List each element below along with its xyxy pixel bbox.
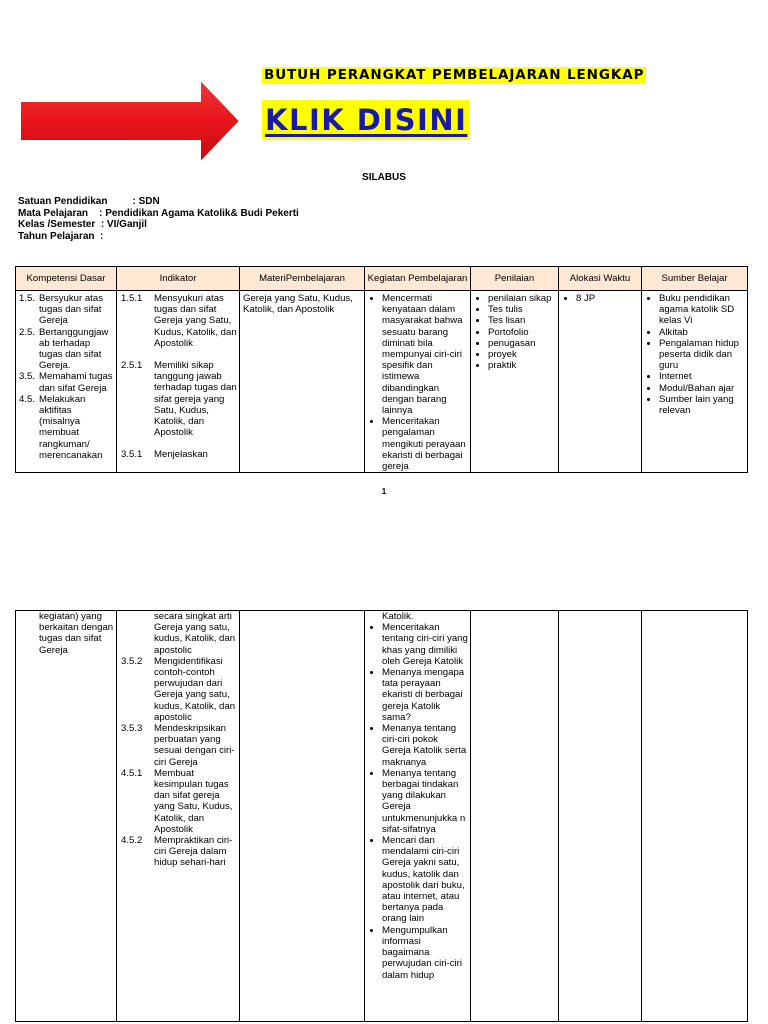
list-item xyxy=(121,656,237,723)
header-materi: MateriPembelajaran xyxy=(240,267,365,291)
list-item: • Buku pendidikan agama katolik SD kelas Vi xyxy=(659,293,745,327)
list-item: • Sumber lain yang relevan xyxy=(659,394,745,416)
list-item xyxy=(121,835,237,869)
header-sumber-belajar: Sumber Belajar xyxy=(642,267,748,291)
list-item xyxy=(121,449,237,460)
ind-number: 3.5.1 xyxy=(121,449,143,461)
kd-number: 3.5. xyxy=(19,371,36,383)
list-item xyxy=(19,371,114,393)
list-item: • Mengumpulkan informasi bagaimana perwujudan ciri-ciri dalam hidup xyxy=(382,925,468,981)
list-item xyxy=(121,360,237,438)
cell-alokasi-waktu xyxy=(559,611,642,1022)
ind-text: Memiliki sikap tanggung jawab terhadap tugas dan sifat gereja yang Satu, Kudus, Katolik, dan Apostolik xyxy=(154,360,237,439)
list-item: • Menanya tentang ciri-ciri pokok Gereja Katolik serta maknanya xyxy=(382,723,468,768)
header-kegiatan: Kegiatan Pembelajaran xyxy=(365,267,471,291)
list-item: • Portofolio xyxy=(488,327,556,338)
meta-mata-pelajaran: Mata Pelajaran : Pendidikan Agama Katolik& Budi Pekerti xyxy=(18,207,299,219)
syllabus-table-page-1 xyxy=(15,266,748,473)
materi-text: Gereja yang Satu, Kudus, Katolik, dan Apostolik xyxy=(243,293,353,316)
list-item: • Pengalaman hidup peserta didik dan guru xyxy=(659,338,745,372)
promo-headline: BUTUH PERANGKAT PEMBELAJARAN LENGKAP xyxy=(264,67,645,83)
cell-sumber-belajar xyxy=(642,291,748,473)
ind-number: 1.5.1 xyxy=(121,293,143,304)
list-item: • Tes tulis xyxy=(488,304,556,315)
document-title: SILABUS xyxy=(362,172,406,183)
ind-text: Membuat kesimpulan tugas dan sifat gereja yang Satu, Kudus, Katolik, dan Apostolik xyxy=(154,767,233,835)
list-item: • 8 JP xyxy=(576,293,639,304)
list-item: • penilaian sikap xyxy=(488,293,556,304)
list-item xyxy=(19,327,114,372)
kd-text: Melakukan aktifitas (misalnya membuat rangkuman/ merencanakan xyxy=(39,393,103,461)
syllabus-table-page-2 xyxy=(15,610,748,1022)
ind-text: Mensyukuri atas tugas dan sifat Gereja yang Satu, Kudus, Katolik, dan Apostolik xyxy=(154,293,237,349)
ind-text: Menjelaskan xyxy=(154,449,208,461)
list-item: • Internet xyxy=(659,371,745,382)
page-number: 1 xyxy=(381,487,387,496)
table-header-row xyxy=(16,267,748,291)
kd-continuation: kegiatan) yang berkaitan dengan tugas dan sifat Gereja xyxy=(39,611,114,656)
list-item: • Menanya mengapa tata perayaan ekaristi di berbagai gereja Katolik sama? xyxy=(382,667,468,723)
cell-indikator xyxy=(117,611,240,1022)
list-item: • penugasan xyxy=(488,338,556,349)
cell-penilaian xyxy=(471,291,559,473)
kd-number: 1.5. xyxy=(19,293,36,304)
cell-materi xyxy=(240,291,365,473)
list-item: • Tes lisan xyxy=(488,315,556,326)
kd-number: 4.5. xyxy=(19,393,36,405)
cell-penilaian xyxy=(471,611,559,1022)
cell-materi xyxy=(240,611,365,1022)
header-penilaian: Penilaian xyxy=(471,267,559,291)
list-item: • praktik xyxy=(488,360,556,371)
list-item: • Mencari dan mendalami ciri-ciri Gereja yakni satu, kudus, katolik dan apostolik dari buku, atau internet, atau bertanya pada orang lain xyxy=(382,835,468,925)
ind-number: 4.5.1 xyxy=(121,767,143,779)
red-arrow-icon[interactable] xyxy=(18,77,242,165)
list-item xyxy=(19,293,114,327)
cell-kegiatan xyxy=(365,611,471,1022)
cell-sumber-belajar xyxy=(642,611,748,1022)
cell-kompetensi xyxy=(16,291,117,473)
header-kompetensi-dasar: Kompetensi Dasar xyxy=(16,267,117,291)
kd-text: Memahami tugas dan sifat Gereja xyxy=(39,371,113,394)
list-item: • Menceritakan pengalaman mengikuti perayaan ekaristi di berbagai gereja xyxy=(382,416,468,472)
list-item xyxy=(121,723,237,768)
table-row xyxy=(16,611,748,1022)
list-item: • Menceritakan tentang ciri-ciri yang khas yang dimiliki oleh Gereja Katolik xyxy=(382,622,468,667)
promo-cta-link[interactable]: KLIK DISINI xyxy=(262,100,470,140)
ind-number: 4.5.2 xyxy=(121,835,143,847)
document-meta xyxy=(18,196,299,242)
kd-number: 2.5. xyxy=(19,326,36,338)
kd-text: Bertanggungjaw ab terhadap tugas dan sifat Gereja. xyxy=(39,326,109,372)
list-item: • Mencermati kenyataan dalam masyarakat bahwa sesuatu barang diminati bila mempunyai ciri-ciri spesifik dan istimewa dibandingkan dengan barang lainnya xyxy=(382,293,468,416)
cell-kompetensi xyxy=(16,611,117,1022)
cell-kegiatan xyxy=(365,291,471,473)
list-item: • proyek xyxy=(488,349,556,360)
kd-text: Bersyukur atas tugas dan sifat Gereja xyxy=(39,293,103,327)
list-item xyxy=(19,394,114,461)
list-item: • Menanya tentang berbagai tindakan yang dilakukan Gereja untukmenunjukka n sifat-sifatnya xyxy=(382,768,468,835)
ind-text: Mempraktikan ciri-ciri Gereja dalam hidup sehari-hari xyxy=(154,835,233,869)
header-alokasi-waktu: Alokasi Waktu xyxy=(559,267,642,291)
list-item xyxy=(121,293,237,349)
cell-indikator xyxy=(117,291,240,473)
ind-text: Mendeskripsikan perbuatan yang sesuai dengan ciri-ciri Gereja xyxy=(154,723,235,768)
ind-number: 3.5.3 xyxy=(121,723,143,735)
list-item: • Modul/Bahan ajar xyxy=(659,383,745,394)
kegiatan-continuation: Katolik. xyxy=(382,611,414,622)
ind-number: 3.5.2 xyxy=(121,655,143,667)
cell-alokasi-waktu xyxy=(559,291,642,473)
ind-number: 2.5.1 xyxy=(121,360,143,372)
header-indikator: Indikator xyxy=(117,267,240,291)
ind-continuation: secara singkat arti Gereja yang satu, kudus, Katolik, dan apostolic xyxy=(154,611,236,656)
table-row xyxy=(16,291,748,473)
list-item: • Alkitab xyxy=(659,327,745,338)
list-item xyxy=(121,768,237,835)
meta-kelas-semester: Kelas /Semester : VI/Ganjil xyxy=(18,219,147,230)
ind-text: Mengidentifikasi contoh-contoh perwujudan dari Gereja yang satu, kudus, Katolik, dan apostolic xyxy=(154,655,236,723)
meta-tahun-pelajaran: Tahun Pelajaran : xyxy=(18,230,104,242)
meta-satuan: Satuan Pendidikan : SDN xyxy=(18,196,160,207)
